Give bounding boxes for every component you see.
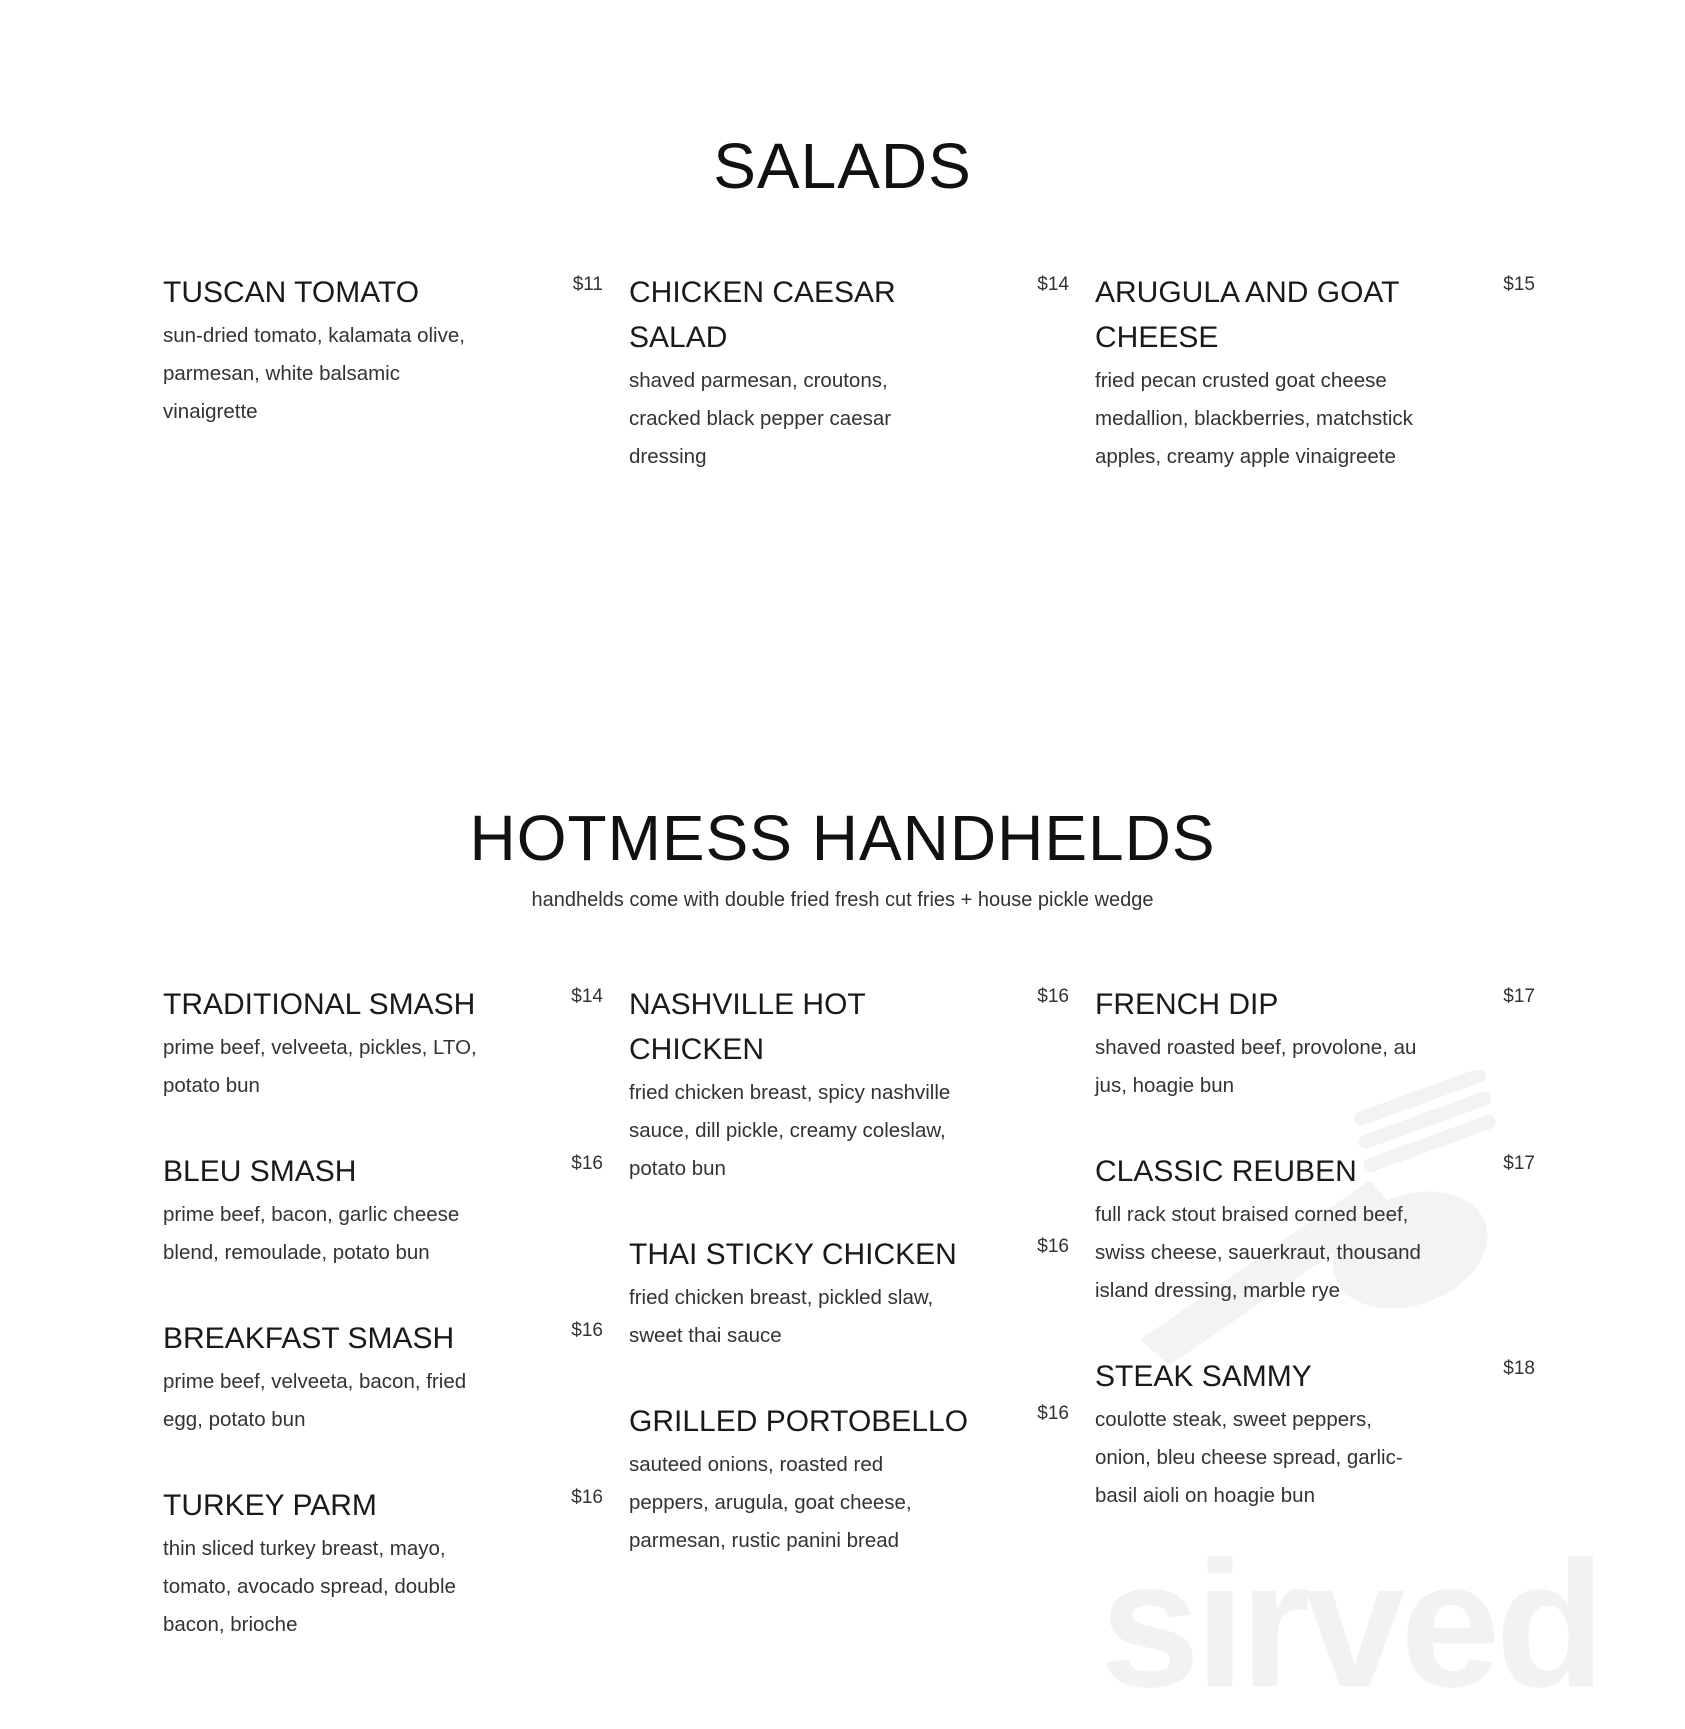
menu-column: [163, 270, 603, 475]
menu-item-name: CLASSIC REUBEN: [1095, 1155, 1357, 1188]
menu-item-name: FRENCH DIP: [1095, 988, 1279, 1021]
menu-item-description: sauteed onions, roasted red peppers, arugula, goat cheese, parmesan, rustic panini bread: [629, 1453, 912, 1552]
section-title-salads: SALADS: [713, 130, 972, 202]
menu-item-price: $14: [1037, 274, 1069, 295]
menu-item-description: fried chicken breast, spicy nashville sauce, dill pickle, creamy coleslaw, potato bun: [629, 1081, 951, 1180]
menu-item-description: fried pecan crusted goat cheese medallion, blackberries, matchstick apples, creamy apple vinaigreete: [1095, 369, 1413, 468]
menu-item-price: $17: [1503, 1153, 1535, 1174]
menu-item-price: $16: [571, 1487, 603, 1508]
menu-item-name: ARUGULA AND GOAT CHEESE: [1095, 276, 1400, 354]
menu-item: [629, 1399, 1069, 1560]
menu-item: [629, 270, 1069, 476]
menu-item-name: GRILLED PORTOBELLO: [629, 1405, 969, 1438]
menu-item-price: $14: [571, 986, 603, 1007]
menu-column: [1095, 982, 1535, 1559]
menu-item-price: $16: [571, 1153, 603, 1174]
sirved-watermark: sirved: [1100, 1524, 1601, 1725]
menu-item-name: THAI STICKY CHICKEN: [629, 1238, 957, 1271]
menu-item-description: coulotte steak, sweet peppers, onion, bleu cheese spread, garlic- basil aioli on hoagie bun: [1095, 1408, 1403, 1507]
menu-item: [1095, 1354, 1535, 1515]
menu-item: [163, 1316, 603, 1439]
menu-item-description: shaved parmesan, croutons, cracked black pepper caesar dressing: [629, 369, 892, 468]
menu-item: [1095, 982, 1535, 1105]
menu-item-description: prime beef, bacon, garlic cheese blend, remoulade, potato bun: [163, 1203, 460, 1264]
menu-item: [629, 1232, 1069, 1355]
section-title-handhelds: HOTMESS HANDHELDS: [469, 802, 1216, 874]
section-subtitle: handhelds come with double fried fresh cut fries + house pickle wedge: [531, 889, 1154, 911]
menu-item-name: BREAKFAST SMASH: [163, 1322, 455, 1355]
menu-item: [163, 1149, 603, 1272]
menu-item-name: TRADITIONAL SMASH: [163, 988, 476, 1021]
menu-item: [163, 1483, 603, 1644]
menu-item-name: TURKEY PARM: [163, 1489, 377, 1522]
menu-item-price: $16: [1037, 986, 1069, 1007]
menu-column: [629, 982, 1069, 1604]
menu-column: [629, 270, 1069, 520]
menu-item-description: prime beef, velveeta, pickles, LTO, potato bun: [163, 1036, 477, 1097]
menu-column: [163, 982, 603, 1688]
menu-item-description: prime beef, velveeta, bacon, fried egg, potato bun: [163, 1370, 467, 1431]
menu-item-price: $15: [1503, 274, 1535, 295]
menu-item-price: $16: [571, 1320, 603, 1341]
menu-item-name: TUSCAN TOMATO: [163, 276, 420, 309]
menu-item-price: $16: [1037, 1236, 1069, 1257]
menu-item-description: full rack stout braised corned beef, swiss cheese, sauerkraut, thousand island dressing, marble rye: [1095, 1203, 1421, 1302]
menu-item-name: BLEU SMASH: [163, 1155, 357, 1188]
menu-item-description: sun-dried tomato, kalamata olive, parmesan, white balsamic vinaigrette: [163, 324, 465, 423]
menu-item-price: $17: [1503, 986, 1535, 1007]
menu-item-name: CHICKEN CAESAR SALAD: [629, 276, 896, 354]
menu-item-name: STEAK SAMMY: [1095, 1360, 1312, 1393]
menu-column: [1095, 270, 1535, 520]
menu-item: [163, 982, 603, 1105]
menu-item: [163, 270, 603, 431]
menu-item-description: shaved roasted beef, provolone, au jus, hoagie bun: [1095, 1036, 1417, 1097]
menu-item: [1095, 270, 1535, 476]
menu-item: [629, 982, 1069, 1188]
menu-item: [1095, 1149, 1535, 1310]
menu-item-description: fried chicken breast, pickled slaw, sweet thai sauce: [629, 1286, 934, 1347]
menu-item-description: thin sliced turkey breast, mayo, tomato, avocado spread, double bacon, brioche: [163, 1537, 456, 1636]
menu-item-name: NASHVILLE HOT CHICKEN: [629, 988, 866, 1066]
menu-item-price: $18: [1503, 1358, 1535, 1379]
menu-item-price: $11: [572, 274, 603, 295]
menu-item-price: $16: [1037, 1403, 1069, 1424]
